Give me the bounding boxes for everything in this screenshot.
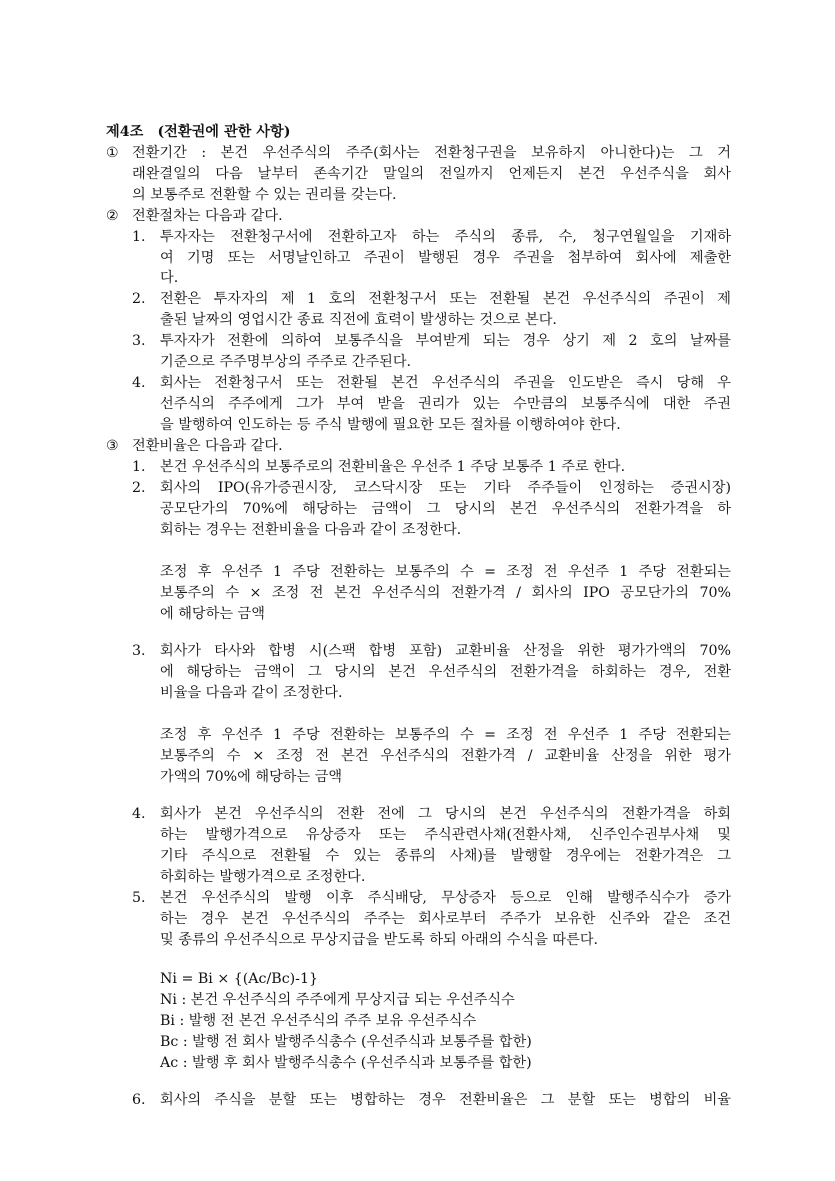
- item-number: 3.: [132, 643, 146, 659]
- item-line: 에 해당하는 금액이 그 당시의 본건 우선주식의 전환가격을 하회하는 경우, 전환: [160, 664, 731, 680]
- item-line: 기준으로 주주명부상의 주주로 간주된다.: [160, 354, 412, 370]
- clause-2-mark: ②: [106, 208, 119, 224]
- item-line: 및 종류의 우선주식으로 무상지급을 받도록 하되 아래의 수식을 따른다.: [160, 932, 599, 948]
- item-line: 회사의 IPO(유가증권시장, 코스닥시장 또는 기타 주주들이 인정하는 증권시장): [160, 480, 731, 496]
- formula-line: 조정 후 우선주 1 주당 전환하는 보통주의 수 = 조정 전 우선주 1 주당 전환되는: [160, 564, 731, 580]
- formula-definition: Bi : 발행 전 본건 우선주식의 주주 보유 우선주식수: [160, 1013, 477, 1029]
- formula-line: 보통주의 수 × 조정 전 본건 우선주식의 전환가격 / 회사의 IPO 공모단가의 70%: [160, 585, 731, 601]
- item-line: 회사의 주식을 분할 또는 병합하는 경우 전환비율은 그 분할 또는 병합의 비율: [160, 1092, 731, 1108]
- clause-1-mark: ①: [106, 145, 119, 161]
- item-number: 4.: [132, 375, 146, 391]
- formula: Ni = Bi × {(Ac/Bc)-1}: [160, 971, 319, 987]
- formula-line: 가액의 70%에 해당하는 금액: [160, 769, 343, 785]
- item-line: 본건 우선주식의 발행 이후 주식배당, 무상증자 등으로 인해 발행주식수가 증가: [160, 890, 731, 906]
- formula-definition: Ac : 발행 후 회사 발행주식총수 (우선주식과 보통주를 합한): [160, 1055, 532, 1071]
- item-line: 투자자는 전환청구서에 전환하고자 하는 주식의 종류, 수, 청구연월일을 기재하: [160, 229, 731, 245]
- clause-1-line: 래완결일의 다음 날부터 존속기간 말일의 전일까지 언제든지 본건 우선주식을 회사: [132, 166, 731, 182]
- item-line: 투자자가 전환에 의하여 보통주식을 부여받게 되는 경우 상기 제 2 호의 날짜를: [160, 333, 731, 349]
- formula-line: 조정 후 우선주 1 주당 전환하는 보통주의 수 = 조정 전 우선주 1 주당 전환되는: [160, 727, 731, 743]
- clause-1-line: 전환기간 : 본건 우선주식의 주주(회사는 전환청구권을 보유하지 아니한다)는 그 거: [132, 145, 731, 161]
- item-line: 회사가 타사와 합병 시(스팩 합병 포함) 교환비율 산정을 위한 평가가액의 70%: [160, 643, 731, 659]
- item-line: 하는 경우 본건 우선주식의 주주는 회사로부터 주주가 보유한 신주와 같은 조건: [160, 911, 731, 927]
- clause-1-line: 의 보통주로 전환할 수 있는 권리를 갖는다.: [132, 187, 397, 203]
- item-line: 회하는 경우는 전환비율을 다음과 같이 조정한다.: [160, 522, 462, 538]
- item-number: 1.: [132, 459, 146, 475]
- formula-definition: Ni : 본건 우선주식의 주주에게 무상지급 되는 우선주식수: [160, 992, 515, 1008]
- article-heading: 제4조 (전환권에 관한 사항): [106, 124, 291, 140]
- item-line: 회사는 전환청구서 또는 전환될 본건 우선주식의 주권을 인도받은 즉시 당해 우: [160, 375, 731, 391]
- item-line: 출된 날짜의 영업시간 종료 직전에 효력이 발생하는 것으로 본다.: [160, 312, 557, 328]
- item-line: 여 기명 또는 서명날인하고 주권이 발행된 경우 주권을 첨부하여 회사에 제출한: [160, 250, 731, 266]
- clause-2-title: 전환절차는 다음과 같다.: [132, 208, 283, 224]
- formula-line: 에 해당하는 금액: [160, 606, 265, 622]
- formula-line: 보통주의 수 × 조정 전 본건 우선주식의 전환가격 / 교환비율 산정을 위한 평가: [160, 748, 731, 764]
- item-number: 4.: [132, 806, 146, 822]
- item-line: 기타 주식으로 전환될 수 있는 종류의 사채)를 발행할 경우에는 전환가격은 그: [160, 848, 731, 864]
- item-number: 2.: [132, 480, 146, 496]
- item-number: 2.: [132, 291, 146, 307]
- clause-3-title: 전환비율은 다음과 같다.: [132, 438, 283, 454]
- item-line: 을 발행하여 인도하는 등 주식 발행에 필요한 모든 절차를 이행하여야 한다.: [160, 417, 621, 433]
- item-line: 본건 우선주식의 보통주로의 전환비율은 우선주 1 주당 보통주 1 주로 한다.: [160, 459, 626, 475]
- item-line: 선주식의 주주에게 그가 부여 받을 권리가 있는 수만큼의 보통주식에 대한 주권: [160, 396, 731, 412]
- item-number: 3.: [132, 333, 146, 349]
- clause-3-mark: ③: [106, 438, 119, 454]
- item-line: 비율을 다음과 같이 조정한다.: [160, 685, 343, 701]
- item-number: 5.: [132, 890, 146, 906]
- item-line: 공모단가의 70%에 해당하는 금액이 그 당시의 본건 우선주식의 전환가격을 하: [160, 501, 731, 517]
- item-line: 다.: [160, 270, 179, 286]
- formula-definition: Bc : 발행 전 회사 발행주식총수 (우선주식과 보통주를 합한): [160, 1034, 532, 1050]
- item-line: 하는 발행가격으로 유상증자 또는 주식관련사채(전환사채, 신주인수권부사채 및: [160, 827, 731, 843]
- item-line: 회사가 본건 우선주식의 전환 전에 그 당시의 본건 우선주식의 전환가격을 하회: [160, 806, 731, 822]
- item-line: 전환은 투자자의 제 1 호의 전환청구서 또는 전환될 본건 우선주식의 주권이 제: [160, 291, 731, 307]
- item-line: 하회하는 발행가격으로 조정한다.: [160, 869, 366, 885]
- item-number: 1.: [132, 229, 146, 245]
- item-number: 6.: [132, 1092, 146, 1108]
